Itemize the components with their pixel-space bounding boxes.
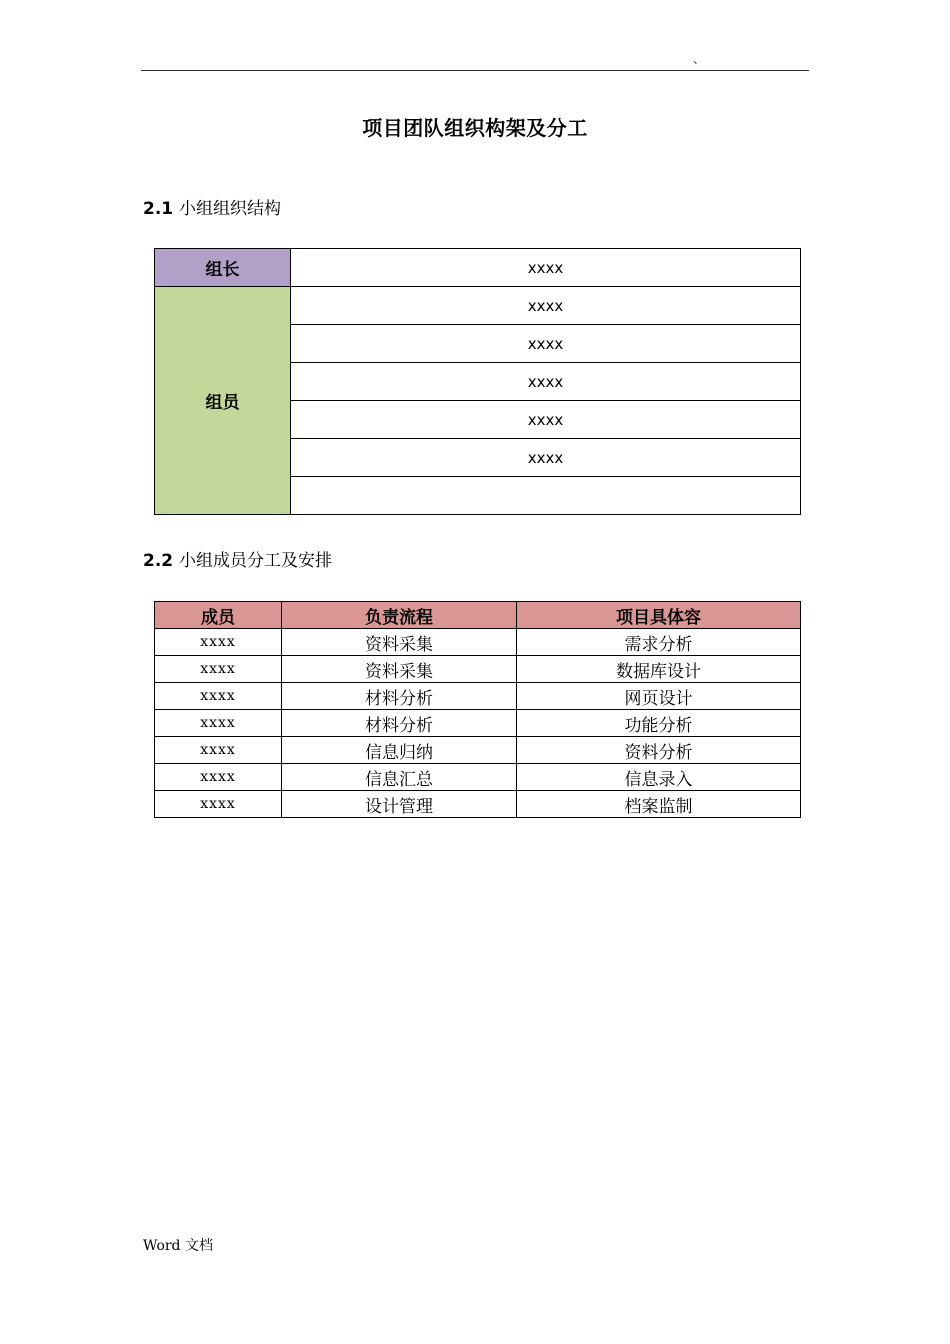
- member-name-cell: xxxx: [291, 401, 801, 439]
- section-heading-org-structure: [143, 194, 281, 219]
- section-heading-duties: [143, 546, 332, 571]
- header-rule: [141, 70, 809, 71]
- table-row: [155, 287, 801, 325]
- content-cell: 信息录入: [517, 764, 801, 791]
- column-header-content: 项目具体容: [517, 602, 801, 629]
- content-cell: 档案监制: [517, 791, 801, 818]
- process-cell: 材料分析: [282, 683, 517, 710]
- section-number: 2.1: [143, 199, 174, 219]
- table-row: [155, 764, 801, 791]
- process-cell: 资料采集: [282, 629, 517, 656]
- process-cell: 信息汇总: [282, 764, 517, 791]
- process-cell: 资料采集: [282, 656, 517, 683]
- leader-label-cell: 组长: [155, 249, 291, 287]
- table-row: [155, 249, 801, 287]
- process-cell: 材料分析: [282, 710, 517, 737]
- member-name-cell: [291, 477, 801, 515]
- document-title: 项目团队组织构架及分工: [362, 116, 588, 140]
- footer-text: Word 文档: [143, 1238, 213, 1254]
- table-row: [155, 683, 801, 710]
- member-cell: xxxx: [155, 683, 282, 710]
- member-name-cell: xxxx: [291, 439, 801, 477]
- content-cell: 网页设计: [517, 683, 801, 710]
- content-cell: 需求分析: [517, 629, 801, 656]
- process-cell: 设计管理: [282, 791, 517, 818]
- member-name-cell: xxxx: [291, 363, 801, 401]
- header-mark: 、: [693, 52, 706, 66]
- member-cell: xxxx: [155, 710, 282, 737]
- member-name-cell: xxxx: [291, 287, 801, 325]
- org-structure-table: [154, 248, 801, 515]
- section-title: 小组成员分工及安排: [179, 551, 333, 571]
- column-header-process: 负责流程: [282, 602, 517, 629]
- members-label-cell: 组员: [155, 287, 291, 515]
- content-cell: 数据库设计: [517, 656, 801, 683]
- process-cell: 信息归纳: [282, 737, 517, 764]
- member-cell: xxxx: [155, 737, 282, 764]
- member-cell: xxxx: [155, 656, 282, 683]
- table-row: [155, 629, 801, 656]
- table-row: [155, 737, 801, 764]
- section-number: 2.2: [143, 551, 174, 571]
- content-cell: 功能分析: [517, 710, 801, 737]
- member-cell: xxxx: [155, 791, 282, 818]
- content-cell: 资料分析: [517, 737, 801, 764]
- member-cell: xxxx: [155, 764, 282, 791]
- table-row: [155, 791, 801, 818]
- duties-table: [154, 601, 801, 818]
- section-title: 小组组织结构: [179, 199, 282, 219]
- column-header-member: 成员: [155, 602, 282, 629]
- table-row: [155, 710, 801, 737]
- member-cell: xxxx: [155, 629, 282, 656]
- table-row: [155, 656, 801, 683]
- member-name-cell: xxxx: [291, 325, 801, 363]
- table-header-row: [155, 602, 801, 629]
- leader-name-cell: xxxx: [291, 249, 801, 287]
